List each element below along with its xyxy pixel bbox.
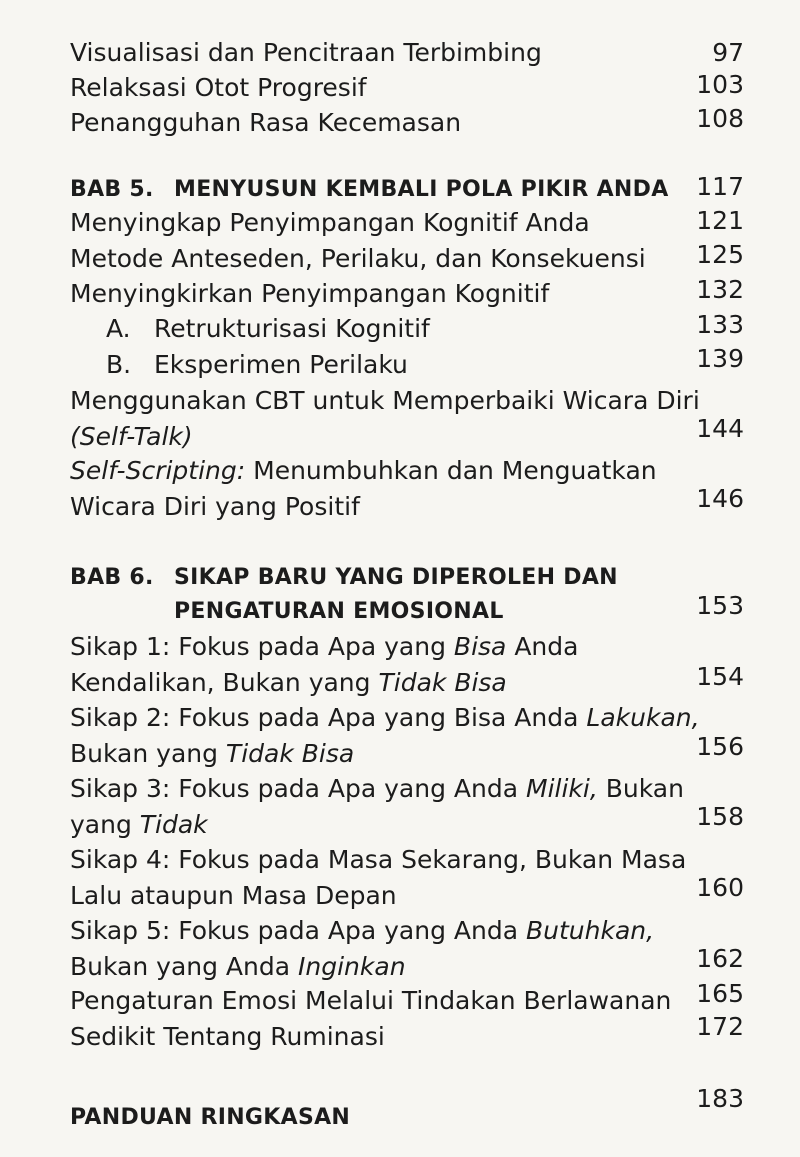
toc-entry-page: 146 xyxy=(696,484,744,513)
toc-entry-title: Menyingkirkan Penyimpangan Kognitif xyxy=(70,279,550,308)
chapter-heading-bab5 xyxy=(70,175,669,205)
toc-entry-title: Penangguhan Rasa Kecemasan xyxy=(70,108,462,137)
chapter-title: MENYUSUN KEMBALI POLA PIKIR ANDA xyxy=(174,177,669,202)
toc-entry-page: 160 xyxy=(696,873,744,902)
italic-text: Self-Scripting: xyxy=(70,456,246,485)
toc-entry-page: 121 xyxy=(696,206,744,235)
toc-entry-page: 132 xyxy=(696,275,744,304)
toc-entry-title: Pengaturan Emosi Melalui Tindakan Berlawanan xyxy=(70,986,672,1015)
chapter-title: SIKAP BARU YANG DIPEROLEH DAN xyxy=(174,565,618,590)
chapter-label: BAB 5. xyxy=(70,177,154,202)
entry-text: yang xyxy=(70,810,140,839)
toc-entry-page: 139 xyxy=(696,344,744,373)
toc-entry-title-cont: Wicara Diri yang Positif xyxy=(70,492,360,521)
italic-text: Tidak xyxy=(139,810,208,839)
chapter-label: BAB 6. xyxy=(70,565,154,590)
entry-text: Kendalikan, Bukan yang xyxy=(70,668,379,697)
entry-text: Menumbuhkan dan Menguatkan xyxy=(245,456,657,485)
section-page: 183 xyxy=(696,1084,744,1113)
toc-entry-page: 133 xyxy=(696,310,744,339)
entry-text: Sikap 3: Fokus pada Apa yang Anda xyxy=(70,774,526,803)
toc-entry-page: 162 xyxy=(696,944,744,973)
entry-text: Sikap 5: Fokus pada Apa yang Anda xyxy=(70,916,526,945)
toc-entry-title-cont xyxy=(70,810,660,840)
toc-entry-page: 172 xyxy=(696,1012,744,1041)
toc-entry-title xyxy=(70,632,660,662)
toc-entry-page: 103 xyxy=(696,70,744,99)
toc-subentry xyxy=(106,350,696,380)
italic-text: Butuhkan, xyxy=(526,916,655,945)
italic-text: Inginkan xyxy=(298,952,406,981)
toc-entry-title-cont xyxy=(70,668,660,698)
italic-text: (Self-Talk) xyxy=(70,422,193,451)
toc-entry-title: Menyingkap Penyimpangan Kognitif Anda xyxy=(70,208,590,237)
toc-entry-title: Visualisasi dan Pencitraan Terbimbing xyxy=(70,38,542,67)
toc-entry-title xyxy=(70,774,684,804)
toc-entry-page: 97 xyxy=(712,38,744,67)
italic-text: Miliki, xyxy=(526,774,598,803)
toc-entry-title: Metode Anteseden, Perilaku, dan Konsekuensi xyxy=(70,244,646,273)
toc-entry-title: Sikap 4: Fokus pada Masa Sekarang, Bukan Masa xyxy=(70,845,687,874)
entry-text: Sikap 1: Fokus pada Apa yang xyxy=(70,632,454,661)
toc-entry-page: 144 xyxy=(696,414,744,443)
subentry-title: Eksperimen Perilaku xyxy=(154,350,408,379)
section-heading-panduan: PANDUAN RINGKASAN xyxy=(70,1105,351,1130)
italic-text: Lakukan, xyxy=(586,703,700,732)
toc-entry-page: 156 xyxy=(696,732,744,761)
entry-text: Anda xyxy=(506,632,579,661)
toc-subentry xyxy=(106,314,696,344)
toc-entry-title: Menggunakan CBT untuk Memperbaiki Wicara Diri xyxy=(70,386,700,415)
italic-text: Tidak Bisa xyxy=(378,668,507,697)
entry-text: Bukan yang xyxy=(70,739,226,768)
toc-entry-title-cont xyxy=(70,739,660,769)
chapter-page: 153 xyxy=(696,591,744,620)
toc-entry-title-cont xyxy=(70,952,660,982)
chapter-title-cont: PENGATURAN EMOSIONAL xyxy=(174,599,504,624)
toc-entry-page: 154 xyxy=(696,662,744,691)
toc-entry-title: Sedikit Tentang Ruminasi xyxy=(70,1022,385,1051)
entry-text: Sikap 2: Fokus pada Apa yang Bisa Anda xyxy=(70,703,587,732)
toc-entry-title xyxy=(70,916,660,946)
entry-text: Bukan xyxy=(597,774,684,803)
entry-text: Bukan yang Anda xyxy=(70,952,299,981)
subentry-letter: B. xyxy=(106,350,132,379)
toc-entry-page: 125 xyxy=(696,240,744,269)
toc-entry-page: 165 xyxy=(696,979,744,1008)
subentry-letter: A. xyxy=(106,314,131,343)
toc-entry-page: 158 xyxy=(696,802,744,831)
toc-entry-page: 108 xyxy=(696,104,744,133)
toc-entry-title xyxy=(70,456,660,486)
subentry-title: Retrukturisasi Kognitif xyxy=(154,314,430,343)
toc-entry-title-cont xyxy=(70,422,660,452)
toc-entry-title: Relaksasi Otot Progresif xyxy=(70,73,367,102)
chapter-heading-bab6 xyxy=(70,563,660,593)
italic-text: Tidak Bisa xyxy=(225,739,355,768)
chapter-page: 117 xyxy=(696,172,744,201)
toc-entry-title-cont: Lalu ataupun Masa Depan xyxy=(70,881,397,910)
toc-entry-title xyxy=(70,703,700,733)
italic-text: Bisa xyxy=(453,632,507,661)
